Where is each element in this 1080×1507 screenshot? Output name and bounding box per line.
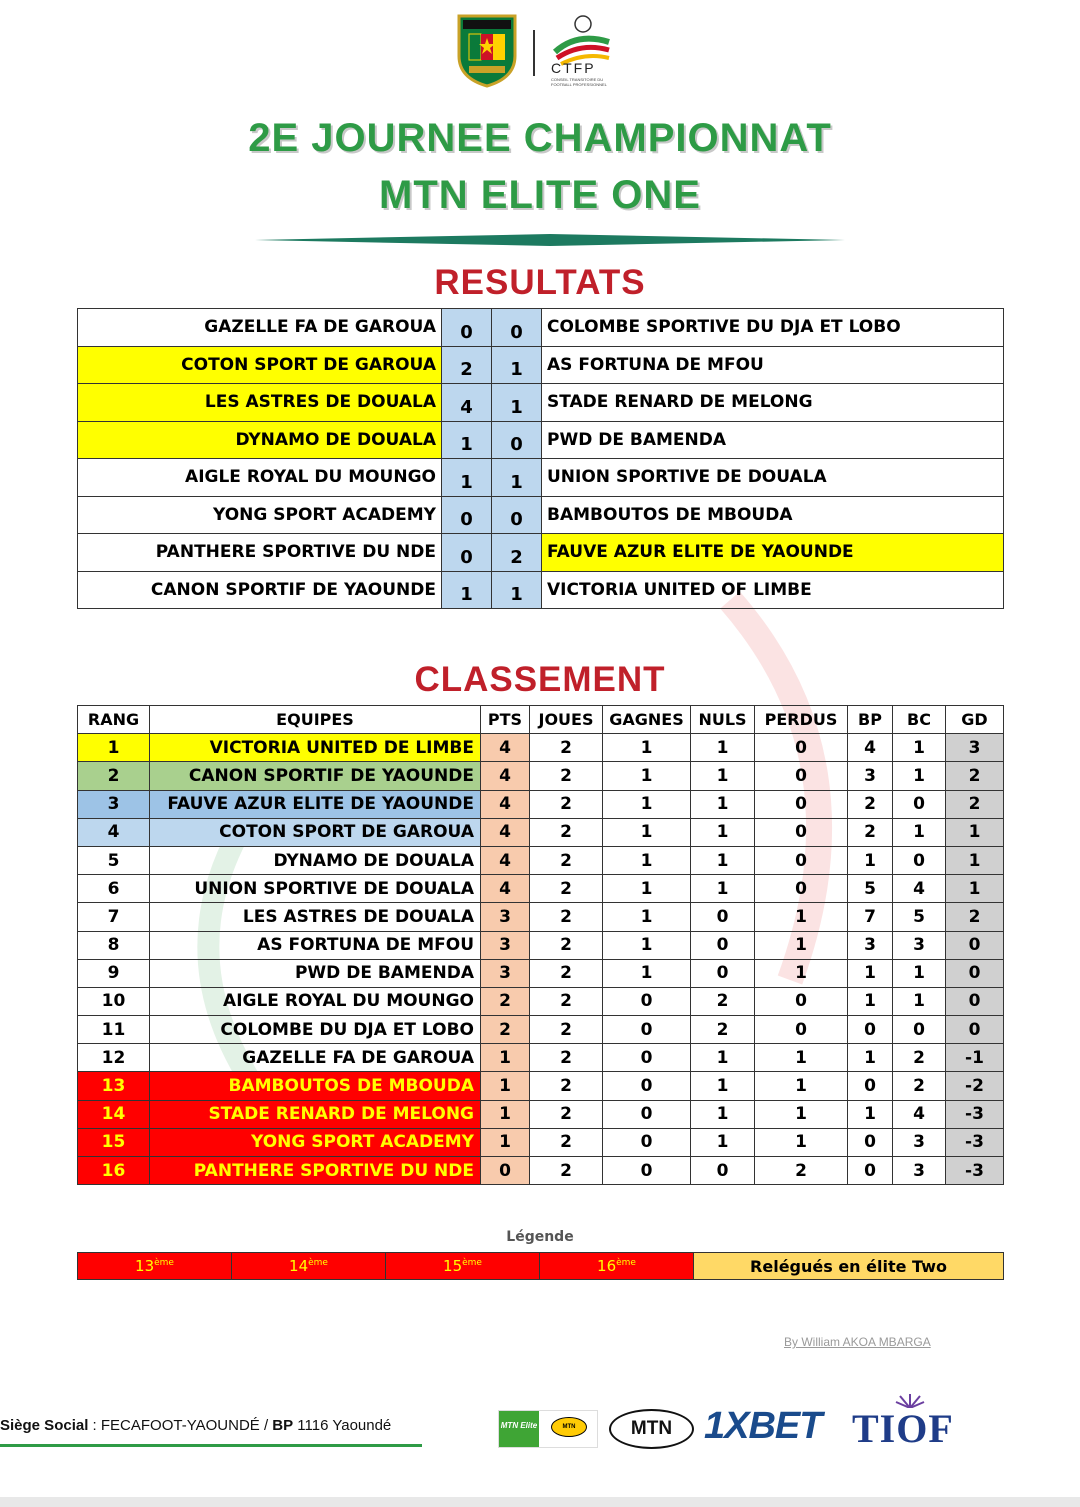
drawn-cell: 1 — [691, 1072, 755, 1100]
goals-against-cell: 3 — [893, 931, 946, 959]
goals-for-cell: 0 — [848, 1072, 893, 1100]
goals-for-cell: 7 — [848, 903, 893, 931]
mtn-elite-badge: MTN — [551, 1417, 587, 1437]
drawn-cell: 1 — [691, 762, 755, 790]
header-won: GAGNES — [603, 706, 691, 734]
team-cell: AS FORTUNA DE MFOU — [150, 931, 481, 959]
won-cell: 1 — [603, 931, 691, 959]
result-row — [78, 384, 1004, 422]
won-cell: 0 — [603, 1100, 691, 1128]
played-cell: 2 — [530, 818, 603, 846]
played-cell: 2 — [530, 846, 603, 874]
team-cell: PANTHERE SPORTIVE DU NDE — [150, 1157, 481, 1185]
goals-against-cell: 1 — [893, 734, 946, 762]
points-cell: 1 — [481, 1072, 530, 1100]
away-score: 0 — [492, 309, 542, 347]
standings-row — [78, 1072, 1004, 1100]
goal-diff-cell: 2 — [946, 790, 1004, 818]
result-row — [78, 571, 1004, 609]
legend-position-16 — [540, 1253, 694, 1280]
lost-cell: 1 — [755, 959, 848, 987]
goals-for-cell: 3 — [848, 931, 893, 959]
played-cell: 2 — [530, 1072, 603, 1100]
away-team: FAUVE AZUR ELITE DE YAOUNDE — [542, 534, 1004, 572]
legend-position-15 — [386, 1253, 540, 1280]
played-cell: 2 — [530, 903, 603, 931]
standings-row — [78, 734, 1004, 762]
rank-cell: 5 — [78, 846, 150, 874]
goals-for-cell: 0 — [848, 1128, 893, 1156]
lost-cell: 0 — [755, 846, 848, 874]
goal-diff-cell: 1 — [946, 875, 1004, 903]
rank-cell: 10 — [78, 987, 150, 1015]
ctfp-subtitle: CONSEIL TRANSITOIRE DU FOOTBALL PROFESSIONNEL — [551, 77, 607, 87]
header-pts: PTS — [481, 706, 530, 734]
away-team: VICTORIA UNITED OF LIMBE — [542, 571, 1004, 609]
legend-num: 15 — [443, 1257, 463, 1275]
home-score: 0 — [442, 534, 492, 572]
points-cell: 4 — [481, 846, 530, 874]
goals-against-cell: 5 — [893, 903, 946, 931]
goals-against-cell: 0 — [893, 846, 946, 874]
away-score: 0 — [492, 496, 542, 534]
goal-diff-cell: -3 — [946, 1128, 1004, 1156]
standings-row — [78, 1044, 1004, 1072]
standings-row — [78, 790, 1004, 818]
points-cell: 1 — [481, 1044, 530, 1072]
goal-diff-cell: 0 — [946, 987, 1004, 1015]
goals-against-cell: 0 — [893, 1016, 946, 1044]
goals-against-cell: 1 — [893, 987, 946, 1015]
legend-suffix: ème — [308, 1258, 328, 1268]
points-cell: 4 — [481, 734, 530, 762]
bp-label: BP — [272, 1417, 294, 1434]
away-score: 0 — [492, 421, 542, 459]
rank-cell: 16 — [78, 1157, 150, 1185]
points-cell: 4 — [481, 762, 530, 790]
header-rank: RANG — [78, 706, 150, 734]
rank-cell: 3 — [78, 790, 150, 818]
standings-row — [78, 875, 1004, 903]
points-cell: 4 — [481, 875, 530, 903]
away-score: 2 — [492, 534, 542, 572]
siege-value: : FECAFOOT-YAOUNDÉ / — [88, 1417, 273, 1434]
home-team: YONG SPORT ACADEMY — [78, 496, 442, 534]
standings-row — [78, 818, 1004, 846]
footer-address — [0, 1417, 391, 1434]
goals-against-cell: 4 — [893, 875, 946, 903]
goals-against-cell: 0 — [893, 790, 946, 818]
legend-row — [78, 1253, 1004, 1280]
won-cell: 1 — [603, 790, 691, 818]
standings-row — [78, 1128, 1004, 1156]
team-cell: LES ASTRES DE DOUALA — [150, 903, 481, 931]
lost-cell: 0 — [755, 875, 848, 903]
header-played: JOUES — [530, 706, 603, 734]
played-cell: 2 — [530, 762, 603, 790]
lost-cell: 1 — [755, 1072, 848, 1100]
home-score: 1 — [442, 571, 492, 609]
result-row — [78, 309, 1004, 347]
away-team: COLOMBE SPORTIVE DU DJA ET LOBO — [542, 309, 1004, 347]
cameroon-crest-icon — [455, 12, 519, 88]
team-cell: CANON SPORTIF DE YAOUNDE — [150, 762, 481, 790]
rank-cell: 9 — [78, 959, 150, 987]
title-underline-bar — [255, 234, 845, 246]
points-cell: 2 — [481, 1016, 530, 1044]
sponsor-mtn-logo: MTN — [609, 1409, 694, 1449]
home-team: PANTHERE SPORTIVE DU NDE — [78, 534, 442, 572]
home-score: 0 — [442, 496, 492, 534]
drawn-cell: 2 — [691, 1016, 755, 1044]
lost-cell: 1 — [755, 1128, 848, 1156]
logo-separator — [533, 30, 535, 76]
goals-against-cell: 3 — [893, 1157, 946, 1185]
played-cell: 2 — [530, 1157, 603, 1185]
bottom-strip — [0, 1497, 1080, 1507]
legend-title: Légende — [506, 1229, 574, 1245]
sponsor-mtn-elite-logo — [498, 1410, 598, 1448]
legend-position-13 — [78, 1253, 232, 1280]
mtn-elite-text: MTN Elite — [499, 1411, 539, 1447]
goals-against-cell: 1 — [893, 818, 946, 846]
goals-for-cell: 1 — [848, 987, 893, 1015]
away-score: 1 — [492, 571, 542, 609]
rank-cell: 6 — [78, 875, 150, 903]
standings-row — [78, 987, 1004, 1015]
standings-row — [78, 1016, 1004, 1044]
team-cell: PWD DE BAMENDA — [150, 959, 481, 987]
rank-cell: 2 — [78, 762, 150, 790]
bp-value: 1116 Yaoundé — [293, 1417, 392, 1434]
won-cell: 0 — [603, 1128, 691, 1156]
goal-diff-cell: 0 — [946, 931, 1004, 959]
lost-cell: 1 — [755, 1100, 848, 1128]
results-title: RESULTATS — [434, 263, 646, 302]
played-cell: 2 — [530, 987, 603, 1015]
team-cell: AIGLE ROYAL DU MOUNGO — [150, 987, 481, 1015]
points-cell: 4 — [481, 790, 530, 818]
goals-against-cell: 2 — [893, 1044, 946, 1072]
lost-cell: 1 — [755, 931, 848, 959]
played-cell: 2 — [530, 1044, 603, 1072]
header-logos — [455, 12, 625, 92]
drawn-cell: 0 — [691, 903, 755, 931]
goal-diff-cell: -3 — [946, 1100, 1004, 1128]
team-cell: GAZELLE FA DE GAROUA — [150, 1044, 481, 1072]
rank-cell: 14 — [78, 1100, 150, 1128]
drawn-cell: 2 — [691, 987, 755, 1015]
won-cell: 0 — [603, 1044, 691, 1072]
goal-diff-cell: -1 — [946, 1044, 1004, 1072]
played-cell: 2 — [530, 1016, 603, 1044]
home-team: DYNAMO DE DOUALA — [78, 421, 442, 459]
team-cell: STADE RENARD DE MELONG — [150, 1100, 481, 1128]
sponsor-1xbet-logo: 1XBET — [704, 1405, 822, 1447]
results-table — [77, 308, 1004, 609]
home-score: 0 — [442, 309, 492, 347]
lost-cell: 2 — [755, 1157, 848, 1185]
played-cell: 2 — [530, 1100, 603, 1128]
drawn-cell: 1 — [691, 1044, 755, 1072]
won-cell: 0 — [603, 1072, 691, 1100]
sponsor-tiof-logo: TIOF — [852, 1406, 954, 1451]
goal-diff-cell: 3 — [946, 734, 1004, 762]
home-score: 1 — [442, 459, 492, 497]
goal-diff-cell: -3 — [946, 1157, 1004, 1185]
won-cell: 1 — [603, 875, 691, 903]
rank-cell: 8 — [78, 931, 150, 959]
header-team: EQUIPES — [150, 706, 481, 734]
lost-cell: 0 — [755, 734, 848, 762]
rank-cell: 12 — [78, 1044, 150, 1072]
home-team: COTON SPORT DE GAROUA — [78, 346, 442, 384]
played-cell: 2 — [530, 931, 603, 959]
points-cell: 4 — [481, 818, 530, 846]
result-row — [78, 421, 1004, 459]
won-cell: 1 — [603, 762, 691, 790]
lost-cell: 1 — [755, 903, 848, 931]
legend-num: 13 — [135, 1257, 155, 1275]
author-credit[interactable]: By William AKOA MBARGA — [784, 1335, 931, 1349]
footer-divider — [0, 1444, 422, 1447]
goals-for-cell: 4 — [848, 734, 893, 762]
page-title-line2: MTN ELITE ONE — [379, 173, 701, 217]
lost-cell: 0 — [755, 818, 848, 846]
goal-diff-cell: 2 — [946, 903, 1004, 931]
goal-diff-cell: 2 — [946, 762, 1004, 790]
away-team: AS FORTUNA DE MFOU — [542, 346, 1004, 384]
away-score: 1 — [492, 384, 542, 422]
goals-for-cell: 1 — [848, 846, 893, 874]
points-cell: 1 — [481, 1100, 530, 1128]
legend-suffix: ème — [616, 1258, 636, 1268]
goals-against-cell: 3 — [893, 1128, 946, 1156]
result-row — [78, 346, 1004, 384]
standings-row — [78, 903, 1004, 931]
team-cell: VICTORIA UNITED DE LIMBE — [150, 734, 481, 762]
goals-against-cell: 1 — [893, 959, 946, 987]
won-cell: 1 — [603, 959, 691, 987]
goals-for-cell: 1 — [848, 1044, 893, 1072]
home-team: AIGLE ROYAL DU MOUNGO — [78, 459, 442, 497]
drawn-cell: 1 — [691, 790, 755, 818]
drawn-cell: 1 — [691, 875, 755, 903]
team-cell: BAMBOUTOS DE MBOUDA — [150, 1072, 481, 1100]
home-team: LES ASTRES DE DOUALA — [78, 384, 442, 422]
drawn-cell: 1 — [691, 846, 755, 874]
team-cell: UNION SPORTIVE DE DOUALA — [150, 875, 481, 903]
rank-cell: 15 — [78, 1128, 150, 1156]
won-cell: 0 — [603, 987, 691, 1015]
points-cell: 3 — [481, 931, 530, 959]
drawn-cell: 1 — [691, 818, 755, 846]
away-score: 1 — [492, 346, 542, 384]
drawn-cell: 0 — [691, 931, 755, 959]
standings-row — [78, 1100, 1004, 1128]
header-drawn: NULS — [691, 706, 755, 734]
goals-for-cell: 3 — [848, 762, 893, 790]
rank-cell: 4 — [78, 818, 150, 846]
points-cell: 3 — [481, 903, 530, 931]
team-cell: COTON SPORT DE GAROUA — [150, 818, 481, 846]
goal-diff-cell: -2 — [946, 1072, 1004, 1100]
goals-for-cell: 5 — [848, 875, 893, 903]
rank-cell: 11 — [78, 1016, 150, 1044]
won-cell: 1 — [603, 903, 691, 931]
header-gd: GD — [946, 706, 1004, 734]
points-cell: 2 — [481, 987, 530, 1015]
team-cell: FAUVE AZUR ELITE DE YAOUNDE — [150, 790, 481, 818]
goals-for-cell: 2 — [848, 790, 893, 818]
result-row — [78, 534, 1004, 572]
goals-for-cell: 1 — [848, 959, 893, 987]
lost-cell: 0 — [755, 987, 848, 1015]
lost-cell: 0 — [755, 790, 848, 818]
result-row — [78, 496, 1004, 534]
won-cell: 1 — [603, 846, 691, 874]
legend-num: 14 — [289, 1257, 309, 1275]
goals-for-cell: 2 — [848, 818, 893, 846]
away-team: PWD DE BAMENDA — [542, 421, 1004, 459]
standings-row — [78, 931, 1004, 959]
lost-cell: 1 — [755, 1044, 848, 1072]
page-title-line1: 2E JOURNEE CHAMPIONNAT — [248, 116, 832, 160]
goals-for-cell: 1 — [848, 1100, 893, 1128]
ctfp-name: CTFP — [551, 60, 596, 76]
standings-row — [78, 1157, 1004, 1185]
goal-diff-cell: 0 — [946, 1016, 1004, 1044]
lost-cell: 0 — [755, 762, 848, 790]
played-cell: 2 — [530, 1128, 603, 1156]
won-cell: 1 — [603, 818, 691, 846]
rank-cell: 13 — [78, 1072, 150, 1100]
played-cell: 2 — [530, 734, 603, 762]
goals-against-cell: 2 — [893, 1072, 946, 1100]
drawn-cell: 1 — [691, 734, 755, 762]
points-cell: 0 — [481, 1157, 530, 1185]
goals-against-cell: 1 — [893, 762, 946, 790]
goal-diff-cell: 1 — [946, 818, 1004, 846]
drawn-cell: 1 — [691, 1128, 755, 1156]
away-team: UNION SPORTIVE DE DOUALA — [542, 459, 1004, 497]
standings-row — [78, 846, 1004, 874]
standings-title: CLASSEMENT — [414, 660, 666, 699]
standings-row — [78, 762, 1004, 790]
goals-against-cell: 4 — [893, 1100, 946, 1128]
standings-table — [77, 705, 1004, 1185]
legend-suffix: ème — [154, 1258, 174, 1268]
legend-num: 16 — [597, 1257, 617, 1275]
goals-for-cell: 0 — [848, 1016, 893, 1044]
drawn-cell: 0 — [691, 959, 755, 987]
rank-cell: 7 — [78, 903, 150, 931]
goals-for-cell: 0 — [848, 1157, 893, 1185]
home-team: GAZELLE FA DE GAROUA — [78, 309, 442, 347]
home-score: 1 — [442, 421, 492, 459]
header-lost: PERDUS — [755, 706, 848, 734]
points-cell: 1 — [481, 1128, 530, 1156]
points-cell: 3 — [481, 959, 530, 987]
away-score: 1 — [492, 459, 542, 497]
standings-header-row — [78, 706, 1004, 734]
away-team: STADE RENARD DE MELONG — [542, 384, 1004, 422]
goal-diff-cell: 0 — [946, 959, 1004, 987]
lost-cell: 0 — [755, 1016, 848, 1044]
played-cell: 2 — [530, 959, 603, 987]
home-team: CANON SPORTIF DE YAOUNDE — [78, 571, 442, 609]
legend-table — [77, 1252, 1004, 1280]
goal-diff-cell: 1 — [946, 846, 1004, 874]
header-ga: BC — [893, 706, 946, 734]
legend-suffix: ème — [462, 1258, 482, 1268]
away-team: BAMBOUTOS DE MBOUDA — [542, 496, 1004, 534]
legend-position-14 — [232, 1253, 386, 1280]
team-cell: COLOMBE DU DJA ET LOBO — [150, 1016, 481, 1044]
home-score: 4 — [442, 384, 492, 422]
drawn-cell: 1 — [691, 1100, 755, 1128]
team-cell: DYNAMO DE DOUALA — [150, 846, 481, 874]
won-cell: 0 — [603, 1016, 691, 1044]
team-cell: YONG SPORT ACADEMY — [150, 1128, 481, 1156]
result-row — [78, 459, 1004, 497]
rank-cell: 1 — [78, 734, 150, 762]
legend-relegation-label: Relégués en élite Two — [694, 1253, 1004, 1280]
home-score: 2 — [442, 346, 492, 384]
played-cell: 2 — [530, 875, 603, 903]
drawn-cell: 0 — [691, 1157, 755, 1185]
siege-label: Siège Social — [0, 1417, 89, 1434]
won-cell: 0 — [603, 1157, 691, 1185]
standings-row — [78, 959, 1004, 987]
won-cell: 1 — [603, 734, 691, 762]
played-cell: 2 — [530, 790, 603, 818]
header-gf: BP — [848, 706, 893, 734]
